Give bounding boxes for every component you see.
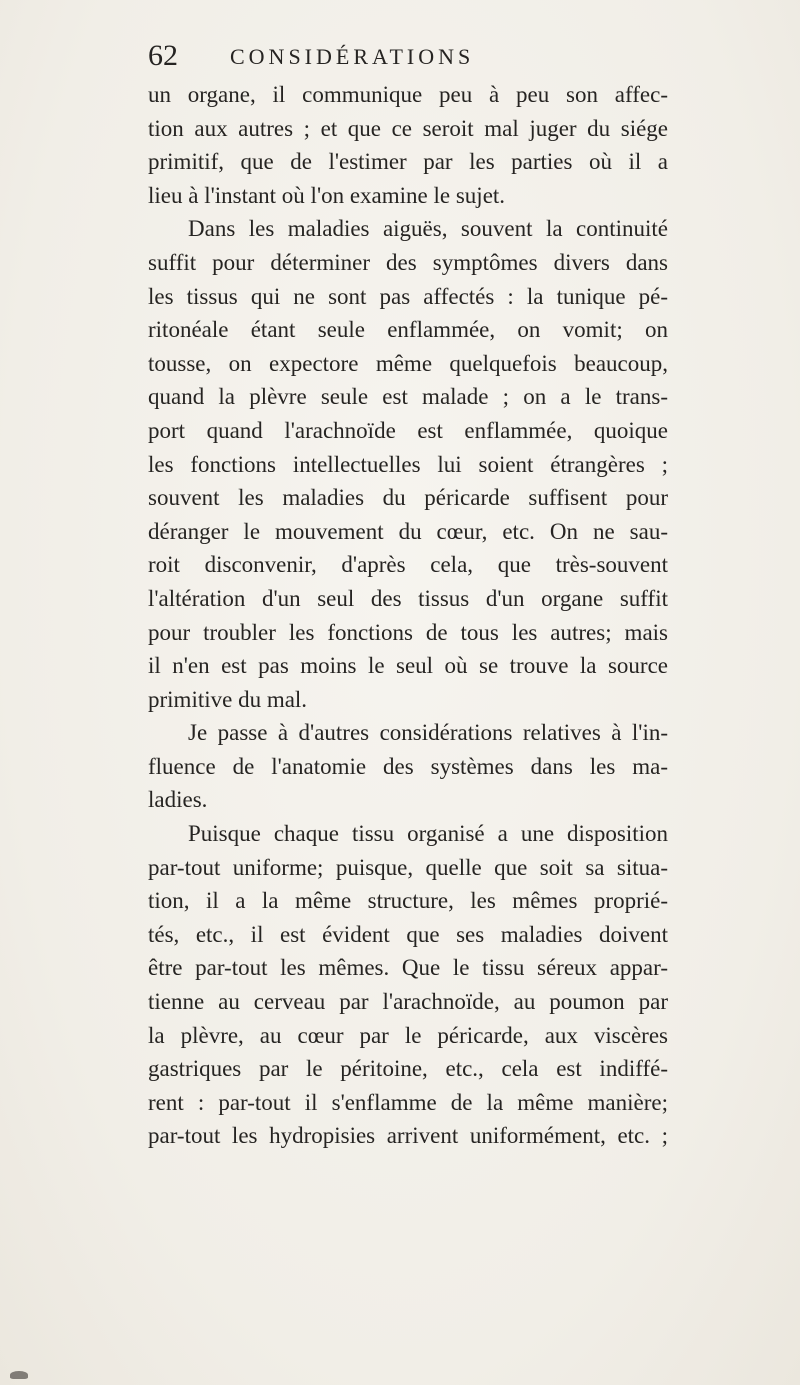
text-line: par-tout uniforme; puisque, quelle que soit sa situa- (148, 854, 668, 880)
text-line: rent : par-tout il s'enflamme de la même manière; (148, 1089, 668, 1115)
running-title: CONSIDÉRATIONS (230, 44, 475, 69)
text-line: primitif, que de l'estimer par les parties où il a (148, 149, 668, 175)
text-line: tés, etc., il est évident que ses maladies doivent (148, 921, 668, 947)
text-line: suffit pour déterminer des symptômes divers dans (148, 249, 668, 275)
text-line: déranger le mouvement du cœur, etc. On ne sau- (148, 518, 668, 544)
text-line: ritonéale étant seule enflammée, on vomit; on (148, 317, 668, 343)
text-line: quand la plèvre seule est malade ; on a le trans- (148, 384, 668, 410)
text-line: Je passe à d'autres considérations relatives à l'in- (188, 720, 668, 746)
text-line: par-tout les hydropisies arrivent uniformément, etc. ; (148, 1123, 668, 1149)
text-line: l'altération d'un seul des tissus d'un organe suffit (148, 585, 668, 611)
ink-smudge (10, 1371, 28, 1379)
text-line: ladies. (148, 787, 208, 813)
body-text (148, 78, 668, 1153)
text-line: Dans les maladies aiguës, souvent la continuité (188, 216, 668, 242)
page-header (148, 36, 668, 76)
text-line: pour troubler les fonctions de tous les autres; mais (148, 619, 668, 645)
text-line: Puisque chaque tissu organisé a une disposition (188, 821, 668, 847)
text-line: lieu à l'instant où l'on examine le sujet. (148, 182, 506, 208)
text-line: tienne au cerveau par l'arachnoïde, au poumon par (148, 989, 668, 1015)
text-line: tion aux autres ; et que ce seroit mal juger du siége (148, 115, 668, 141)
text-line: roit disconvenir, d'après cela, que très-souvent (148, 552, 668, 578)
text-line: un organe, il communique peu à peu son affec- (148, 82, 668, 107)
text-line: tousse, on expectore même quelquefois beaucoup, (148, 350, 668, 376)
text-line: être par-tout les mêmes. Que le tissu séreux appar- (148, 955, 668, 981)
text-line: gastriques par le péritoine, etc., cela est indiffé- (148, 1056, 668, 1082)
text-line: les tissus qui ne sont pas affectés : la tunique pé- (148, 283, 668, 309)
text-line: souvent les maladies du péricarde suffisent pour (148, 485, 668, 511)
text-line: tion, il a la même structure, les mêmes proprié- (148, 888, 668, 914)
text-line: il n'en est pas moins le seul où se trouve la source (148, 653, 668, 679)
text-line: la plèvre, au cœur par le péricarde, aux viscères (148, 1022, 668, 1048)
page-number: 62 (148, 39, 178, 72)
text-line: les fonctions intellectuelles lui soient étrangères ; (148, 451, 668, 477)
text-line: port quand l'arachnoïde est enflammée, quoique (148, 417, 668, 443)
text-line: primitive du mal. (148, 686, 308, 712)
text-line: fluence de l'anatomie des systèmes dans les ma- (148, 753, 668, 779)
